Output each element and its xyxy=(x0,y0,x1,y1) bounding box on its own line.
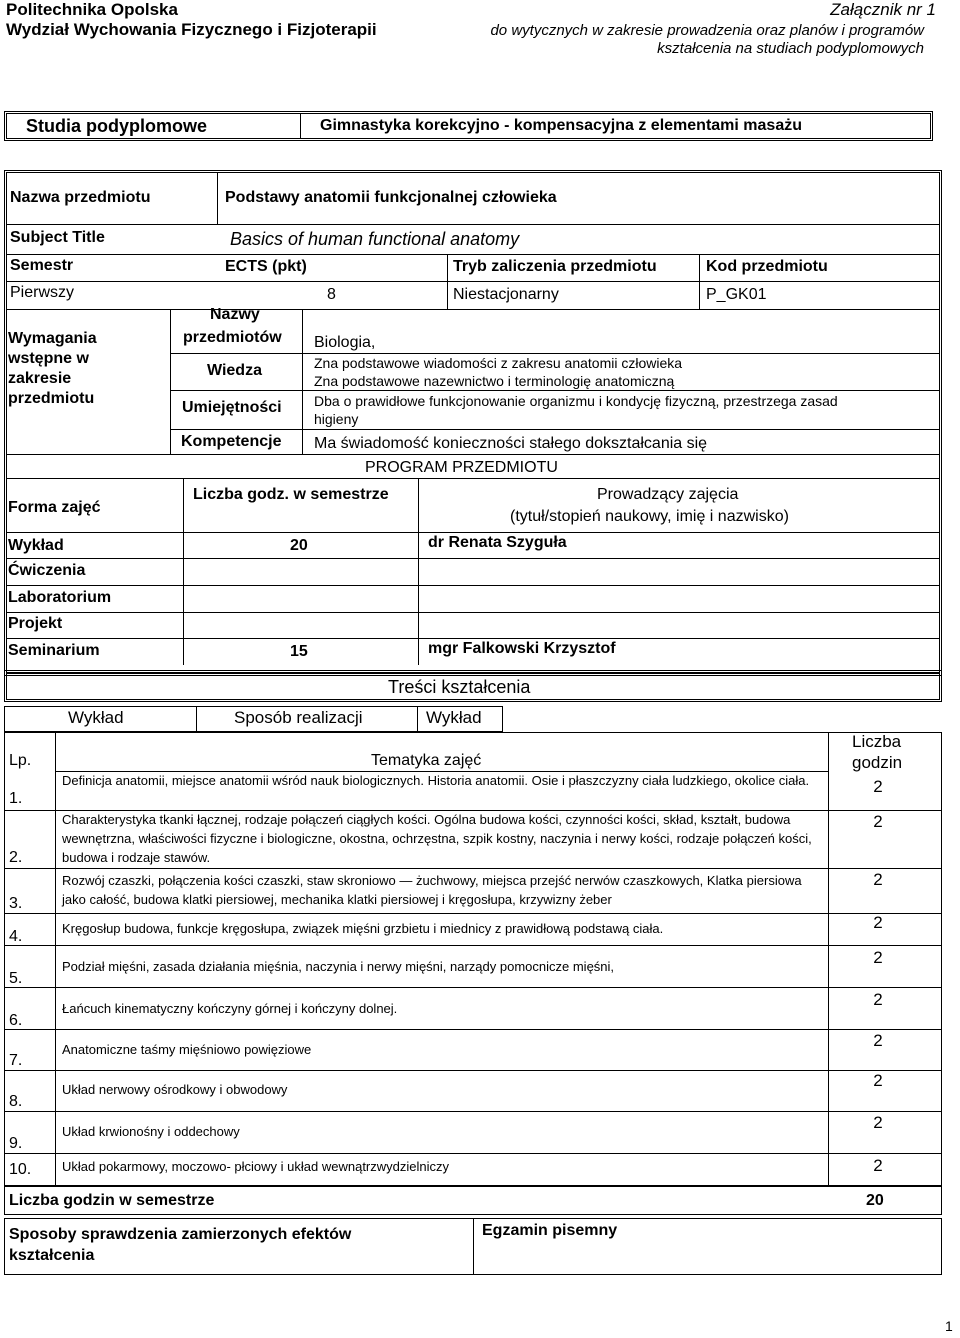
prereq-subjects: Biologia, xyxy=(314,334,376,351)
topic-lp-6: 6. xyxy=(9,1012,23,1029)
semester-label: Semestr xyxy=(10,257,74,274)
annex-line-1: do wytycznych w zakresie prowadzenia oraz planów i programów xyxy=(490,22,924,39)
assessment-value: Egzamin pisemny xyxy=(482,1222,618,1239)
form-lecture: Wykład xyxy=(8,537,64,554)
topic-lp-10: 10. xyxy=(9,1161,32,1178)
knowledge-label: Wiedza xyxy=(207,362,262,379)
topic-hours-8: 2 xyxy=(873,1071,883,1090)
topic-text-4: Kręgosłup budowa, funkcje kręgosłupa, związek mięśni grzbietu i miednicy z prawidłową podstawą ciała. xyxy=(62,921,664,936)
page-number: 1 xyxy=(945,1318,953,1334)
knowledge-1: Zna podstawowe wiadomości z zakresu anatomii człowieka xyxy=(314,355,683,371)
program-label: Studia podyplomowe xyxy=(26,116,208,136)
topic-hours-4: 2 xyxy=(873,913,883,932)
ects-label: ECTS (pkt) xyxy=(225,258,307,275)
skills-1: Dba o prawidłowe funkcjonowanie organizmu i kondycję fizyczną, przestrzega zasad xyxy=(314,393,838,409)
topic-hours-3: 2 xyxy=(873,870,883,889)
topic-lp-9: 9. xyxy=(9,1135,23,1152)
topic-hours-10: 2 xyxy=(873,1156,883,1175)
topic-lp-2: 2. xyxy=(9,849,23,866)
course-name: Podstawy anatomii funkcjonalnej człowieka xyxy=(225,189,557,206)
requirements-label-3: zakresie xyxy=(8,370,72,387)
program-section-title: PROGRAM PRZEDMIOTU xyxy=(365,459,558,476)
method-label: Sposób realizacji xyxy=(234,708,363,727)
hours-per-semester-label: Liczba godz. w semestrze xyxy=(193,486,389,503)
annex-title: Załącznik nr 1 xyxy=(830,0,936,19)
subject-title-label: Subject Title xyxy=(10,229,105,246)
topic-hours-9: 2 xyxy=(873,1113,883,1132)
content-form: Wykład xyxy=(68,708,124,727)
topic-lp-1: 1. xyxy=(9,790,23,807)
mode-value: Niestacjonarny xyxy=(453,286,559,303)
topic-text-5: Podział mięśni, zasada działania mięśnia, naczynia i nerwy mięśni, narządy pomocnicze mięśni, xyxy=(62,959,615,974)
requirements-label-4: przedmiotu xyxy=(8,390,95,407)
skills-2: higieny xyxy=(314,411,359,427)
topic-text-3: Rozwój czaszki, połączenia kości czaszki, staw skroniowo — żuchwowy, miejsca przejść nerwów czaszkowych, Klatka piersiowa jako całość, budowa klatki piersiowej, mechanika klatki piersiowej i kręgosłupa, krzywizny żeber xyxy=(62,873,802,907)
hours-header-1: Liczba xyxy=(852,732,902,751)
subject-title: Basics of human functional anatomy xyxy=(230,229,520,249)
topic-lp-5: 5. xyxy=(9,970,23,987)
faculty-name: Wydział Wychowania Fizycznego i Fizjoterapii xyxy=(6,20,377,39)
lp-header: Lp. xyxy=(9,752,32,769)
mode-label: Tryb zaliczenia przedmiotu xyxy=(453,258,657,275)
topic-text-10: Układ pokarmowy, moczowo- płciowy i układ wewnątrzwydzielniczy xyxy=(62,1159,449,1174)
skills-label: Umiejętności xyxy=(182,399,282,416)
requirements-label-1: Wymagania xyxy=(8,330,97,347)
semester-value: Pierwszy xyxy=(10,284,75,301)
form-lecture-hours: 20 xyxy=(290,537,308,554)
total-value: 20 xyxy=(866,1192,884,1209)
assessment-label-1: Sposoby sprawdzenia zamierzonych efektów xyxy=(9,1226,352,1243)
topic-text-8: Układ nerwowy ośrodkowy i obwodowy xyxy=(62,1082,288,1097)
lecturer-label-2: (tytuł/stopień naukowy, imię i nazwisko) xyxy=(510,508,789,525)
form-laboratory: Laboratorium xyxy=(8,589,112,606)
form-lecture-lecturer: dr Renata Szyguła xyxy=(428,534,567,551)
topic-lp-8: 8. xyxy=(9,1093,23,1110)
topic-header: Tematyka zajęć xyxy=(371,752,482,769)
assessment-label-2: kształcenia xyxy=(9,1247,95,1264)
topic-lp-7: 7. xyxy=(9,1052,23,1069)
program-name: Gimnastyka korekcyjno - kompensacyjna z elementami masażu xyxy=(320,117,802,134)
topic-hours-5: 2 xyxy=(873,948,883,967)
form-exercises: Ćwiczenia xyxy=(8,562,86,579)
competence: Ma świadomość konieczności stałego dokształcania się xyxy=(314,435,708,452)
topic-hours-6: 2 xyxy=(873,990,883,1009)
knowledge-2: Zna podstawowe nazewnictwo i terminologię anatomiczną xyxy=(314,373,675,389)
form-seminar-lecturer: mgr Falkowski Krzysztof xyxy=(428,640,616,657)
requirements-label-2: wstępne w xyxy=(8,350,89,367)
topic-text-2: Charakterystyka tkanki łącznej, rodzaje połączeń ciągłych kości. Ogólna budowa kości, czynności kości, skład, kształt, budowa wewnętrzna, właściwości fizyczne i biologiczne, okostna, ochrzęstna, szpik kostny, naczynia i nerwy kości, rodzaje połączeń kości, budowa i rodzaje stawów. xyxy=(62,812,812,865)
course-name-label: Nazwa przedmiotu xyxy=(10,189,151,206)
form-project: Projekt xyxy=(8,615,63,632)
topic-hours-1: 2 xyxy=(873,777,883,796)
topic-lp-3: 3. xyxy=(9,895,23,912)
topic-text-9: Układ krwionośny i oddechowy xyxy=(62,1124,240,1139)
topic-hours-2: 2 xyxy=(873,812,883,831)
university-name: Politechnika Opolska xyxy=(6,0,178,19)
prereq-subjects-label-1: Nazwy xyxy=(210,306,260,323)
topic-lp-4: 4. xyxy=(9,928,23,945)
form-label: Forma zajęć xyxy=(8,499,101,516)
form-seminar-hours: 15 xyxy=(290,643,308,660)
topic-text-1: Definicja anatomii, miejsce anatomii wśród nauk biologicznych. Historia anatomii. Osie i płaszczyzny ciała ludzkiego, okolice ciała. xyxy=(62,773,810,788)
annex-line-2: kształcenia na studiach podyplomowych xyxy=(657,40,924,57)
lecturer-label-1: Prowadzący zajęcia xyxy=(597,486,739,503)
total-label: Liczba godzin w semestrze xyxy=(9,1192,215,1209)
topic-text-6: Łańcuch kinematyczny kończyny górnej i kończyny dolnej. xyxy=(62,1001,398,1016)
prereq-subjects-label-2: przedmiotów xyxy=(183,329,282,346)
topic-text-7: Anatomiczne taśmy mięśniowo powięziowe xyxy=(62,1042,312,1057)
topic-hours-7: 2 xyxy=(873,1031,883,1050)
competence-label: Kompetencje xyxy=(181,433,282,450)
code-value: P_GK01 xyxy=(706,286,767,303)
method-value: Wykład xyxy=(426,708,482,727)
code-label: Kod przedmiotu xyxy=(706,258,828,275)
form-seminar: Seminarium xyxy=(8,642,100,659)
hours-header-2: godzin xyxy=(852,753,903,772)
content-title: Treści kształcenia xyxy=(388,677,531,697)
ects-value: 8 xyxy=(327,286,336,303)
